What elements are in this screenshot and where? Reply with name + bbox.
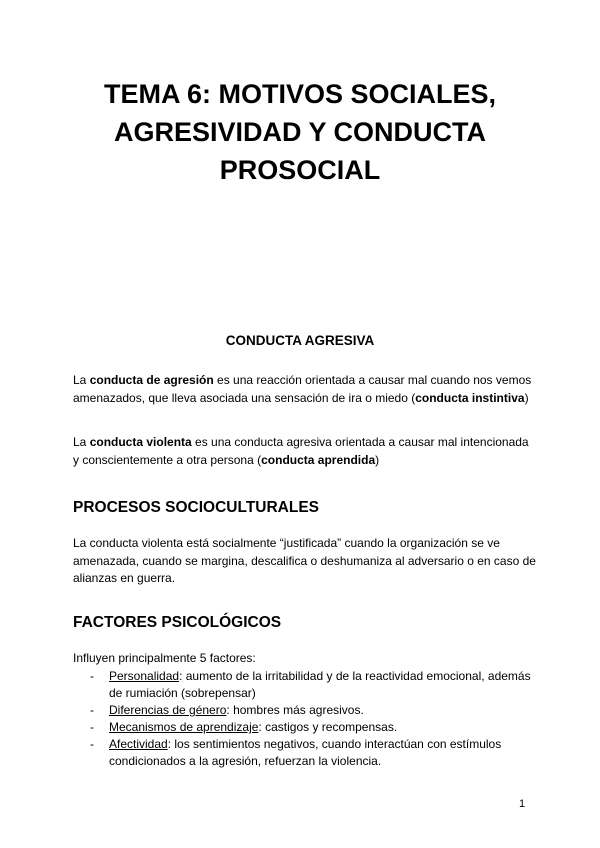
heading-factores-psicologicos: FACTORES PSICOLÓGICOS xyxy=(73,614,282,631)
list-item xyxy=(73,736,543,770)
paragraph-conducta-agresion xyxy=(73,372,533,407)
heading-conducta-agresiva: CONDUCTA AGRESIVA xyxy=(225,333,375,348)
text-fragment: ) xyxy=(375,452,380,467)
factores-list xyxy=(73,668,543,770)
list-item-text: : aumento de la irritabilidad y de la reactividad emocional, además de rumiación (sobrepensar) xyxy=(109,669,531,700)
bullet-dash: - xyxy=(90,669,94,683)
underlined-term: Afectividad xyxy=(109,737,168,751)
bold-term: conducta de agresión xyxy=(89,373,214,387)
paragraph-procesos: La conducta violenta está socialmente “justificada” cuando la organización se ve amenazada, cuando se margina, descalifica o deshumaniza al adversario o en caso de alianzas en guerra. xyxy=(73,536,536,585)
title-line-3: PROSOCIAL xyxy=(219,155,381,185)
page-number: 1 xyxy=(519,798,526,810)
list-item-text: : hombres más agresivos. xyxy=(226,703,364,717)
bullet-dash: - xyxy=(90,703,94,717)
bold-term: conducta aprendida xyxy=(261,452,376,467)
title-line-2: AGRESIVIDAD Y CONDUCTA xyxy=(113,117,487,147)
factores-intro: Influyen principalmente 5 factores: xyxy=(73,651,256,665)
text-fragment: La xyxy=(73,373,90,387)
text-fragment: ) xyxy=(524,390,529,405)
bold-term: conducta instintiva xyxy=(415,390,525,405)
text-fragment: es una reacción orientada a causar mal cuando nos vemos amenazados, que lleva asociada una sensación de ira o miedo ( xyxy=(73,373,532,405)
text-fragment: La xyxy=(73,435,90,449)
list-item xyxy=(73,719,543,736)
document-title xyxy=(60,75,540,189)
bullet-dash: - xyxy=(90,720,94,734)
bold-term: conducta violenta xyxy=(89,435,192,449)
list-item xyxy=(73,702,543,719)
text-fragment: es una conducta agresiva orientada a causar mal intencionada y conscientemente a otra persona ( xyxy=(73,435,529,467)
paragraph-conducta-violenta xyxy=(73,434,533,469)
title-line-1: TEMA 6: MOTIVOS SOCIALES, xyxy=(103,79,497,109)
underlined-term: Mecanismos de aprendizaje xyxy=(109,720,259,734)
list-item-text: : castigos y recompensas. xyxy=(258,720,398,734)
list-item-text: : los sentimientos negativos, cuando interactúan con estímulos condicionados a la agresión, refuerzan la violencia. xyxy=(109,737,502,768)
bullet-dash: - xyxy=(90,737,94,751)
heading-procesos-socioculturales: PROCESOS SOCIOCULTURALES xyxy=(73,499,320,516)
underlined-term: Diferencias de género xyxy=(109,703,227,717)
list-item xyxy=(73,668,543,702)
underlined-term: Personalidad xyxy=(109,669,180,683)
